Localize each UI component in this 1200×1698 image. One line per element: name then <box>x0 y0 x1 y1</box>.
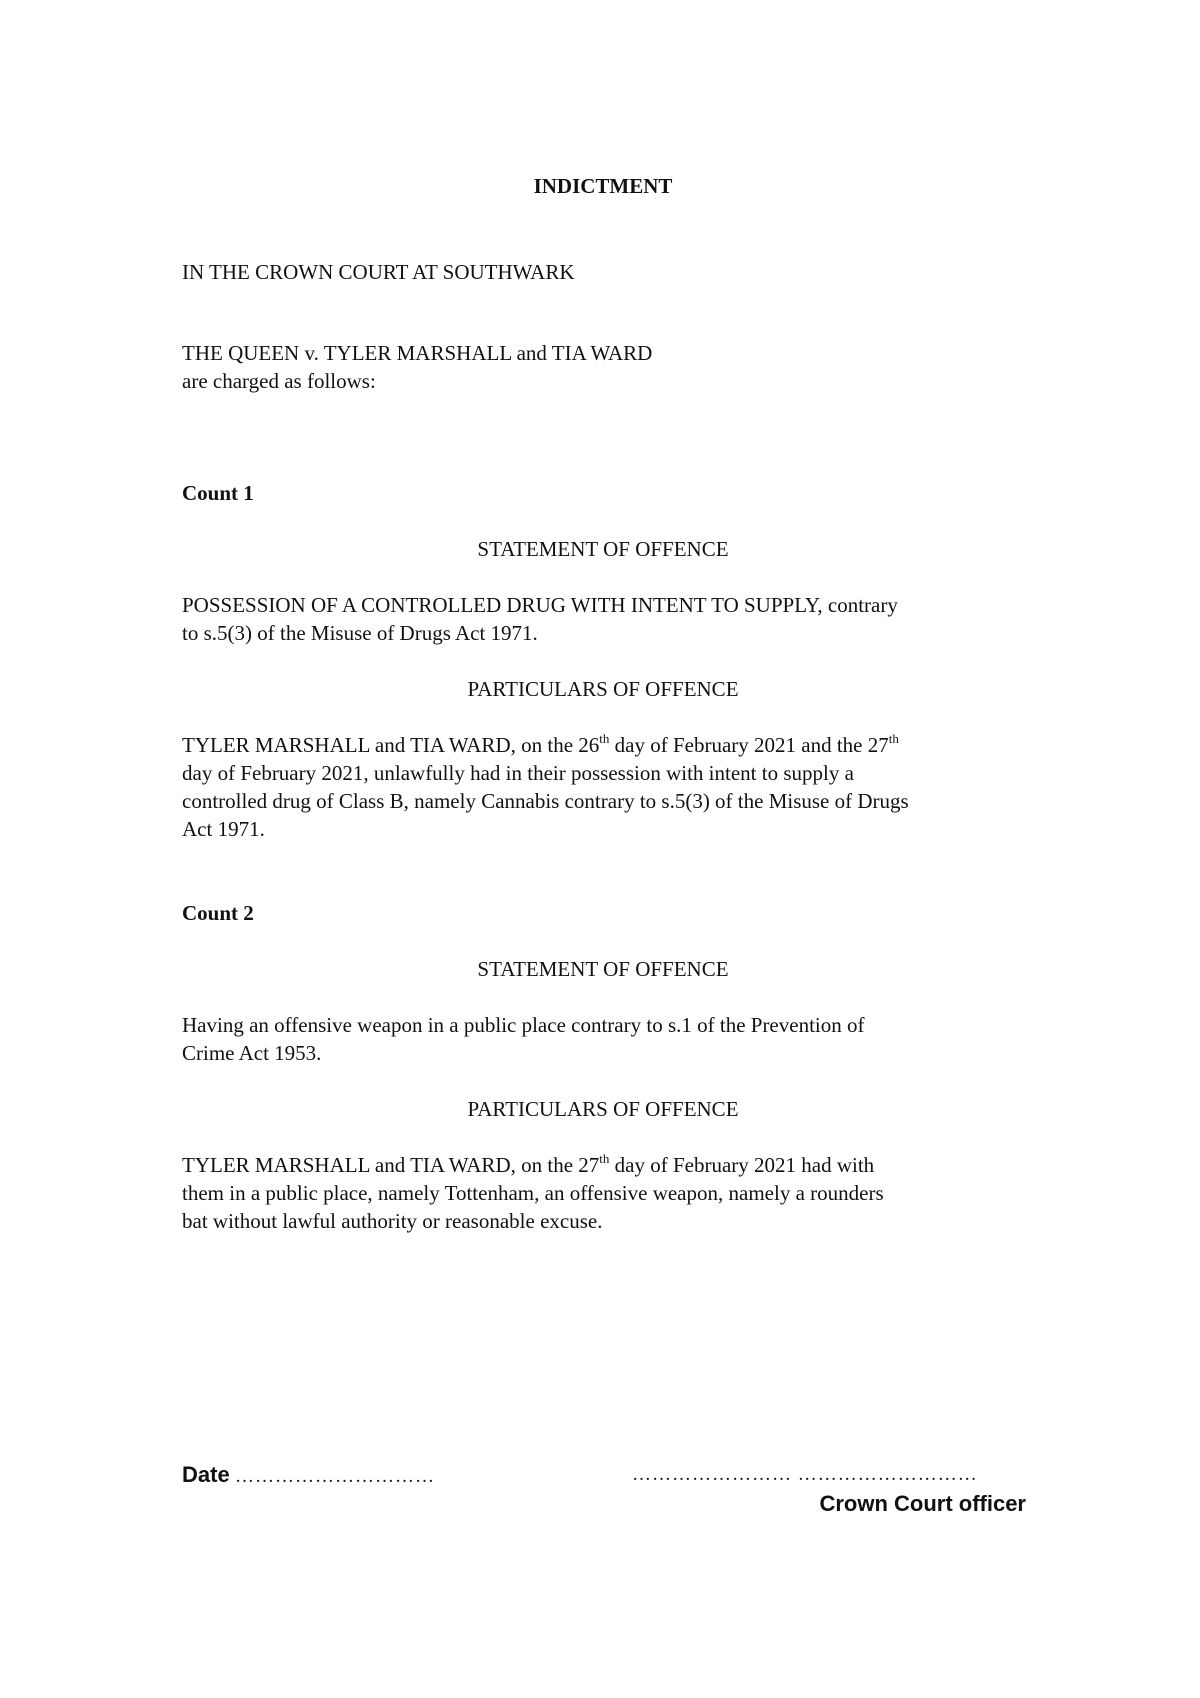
count-2-particulars-line-3: bat without lawful authority or reasonable excuse. <box>182 1209 603 1233</box>
count-2-statement-line-2: Crime Act 1953. <box>182 1041 322 1065</box>
count-1-particulars-line-1: TYLER MARSHALL and TIA WARD, on the 26th day of February 2021 and the 27th <box>182 731 899 757</box>
count-1-heading: Count 1 <box>182 481 254 505</box>
count-1-statement-line-2: to s.5(3) of the Misuse of Drugs Act 1971. <box>182 621 538 645</box>
count-1-particulars-line-3: controlled drug of Class B, namely Cannabis contrary to s.5(3) of the Misuse of Drugs <box>182 789 909 813</box>
count-1-particulars-line-2: day of February 2021, unlawfully had in their possession with intent to supply a <box>182 761 854 785</box>
count-1-statement-line-1: POSSESSION OF A CONTROLLED DRUG WITH INTENT TO SUPPLY, contrary <box>182 593 898 617</box>
date-line <box>182 1461 435 1491</box>
count-2-statement-heading: STATEMENT OF OFFENCE <box>477 957 729 981</box>
signature-dots: …………………… ……………………… <box>632 1464 978 1485</box>
count-2-particulars-line-2: them in a public place, namely Tottenham, an offensive weapon, namely a rounders <box>182 1181 884 1205</box>
count-1-particulars-heading: PARTICULARS OF OFFENCE <box>467 677 739 701</box>
date-dots: ………………………… <box>234 1466 435 1487</box>
date-label: Date <box>182 1462 230 1487</box>
document-title: INDICTMENT <box>533 174 673 198</box>
charged-text: are charged as follows: <box>182 369 376 393</box>
count-1-particulars-line-4: Act 1971. <box>182 817 265 841</box>
count-2-particulars-heading: PARTICULARS OF OFFENCE <box>467 1097 739 1121</box>
count-2-heading: Count 2 <box>182 901 254 925</box>
count-2-statement-line-1: Having an offensive weapon in a public place contrary to s.1 of the Prevention of <box>182 1013 865 1037</box>
count-2-particulars-line-1: TYLER MARSHALL and TIA WARD, on the 27th day of February 2021 had with <box>182 1151 875 1177</box>
court-name: IN THE CROWN COURT AT SOUTHWARK <box>182 260 575 284</box>
parties: THE QUEEN v. TYLER MARSHALL and TIA WARD <box>182 341 653 365</box>
crown-court-officer-label: Crown Court officer <box>819 1491 1026 1516</box>
count-1-statement-heading: STATEMENT OF OFFENCE <box>477 537 729 561</box>
